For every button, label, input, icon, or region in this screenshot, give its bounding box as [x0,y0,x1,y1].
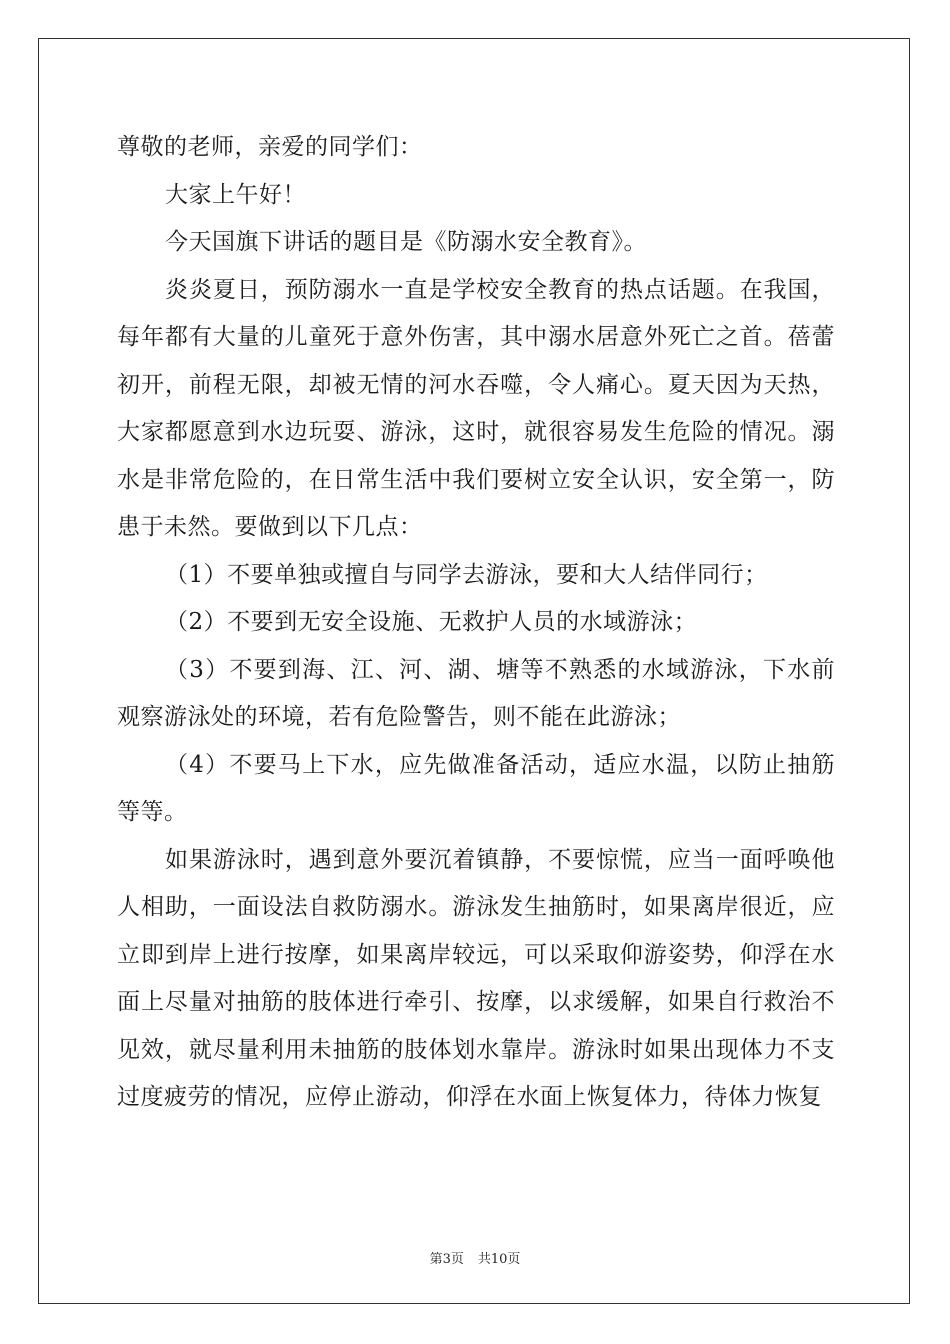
rule-item-1: （1）不要单独或擅自与同学去游泳，要和大人结伴同行； [165,561,768,588]
page-footer [0,1248,950,1267]
speech-topic: 今天国旗下讲话的题目是《防溺水安全教育》。 [165,229,647,255]
intro-paragraph: 炎炎夏日，预防溺水一直是学校安全教育的热点话题。在我国，每年都有大量的儿童死于意外伤害，其中溺水居意外死亡之首。蓓蕾初开，前程无限，却被无情的河水吞噬，令人痛心。夏天因为天热，大家都愿意到水边玩耍、游泳，这时，就很容易发生危险的情况。溺水是非常危险的，在日常生活中我们要树立安全认识，安全第一，防患于未然。要做到以下几点： [117,276,835,540]
rule-item-2: （2）不要到无安全设施、无救护人员的水域游泳； [165,609,698,635]
rule-item-3: （3）不要到海、江、河、湖、塘等不熟悉的水域游泳，下水前观察游泳处的环境，若有危险警告，则不能在此游泳； [117,656,835,730]
rule-item-4: （4）不要马上下水，应先做准备活动，适应水温，以防止抽筋等等。 [117,751,835,825]
document-body [117,124,835,1122]
greeting: 大家上午好！ [165,181,306,208]
page-number: 第3页 [429,1252,464,1267]
salutation: 尊敬的老师，亲爱的同学们： [117,134,423,160]
page-total: 共10页 [477,1252,521,1267]
self-rescue-paragraph: 如果游泳时，遇到意外要沉着镇静，不要惊慌，应当一面呼唤他人相助，一面设法自救防溺水。游泳发生抽筋时，如果离岸很近，应立即到岸上进行按摩，如果离岸较远，可以采取仰游姿势，仰浮在水面上尽量对抽筋的肢体进行牵引、按摩，以求缓解，如果自行救治不见效，就尽量利用未抽筋的肢体划水靠岸。游泳时如果出现体力不支过度疲劳的情况，应停止游动，仰浮在水面上恢复体力，待体力恢复 [117,846,835,1110]
